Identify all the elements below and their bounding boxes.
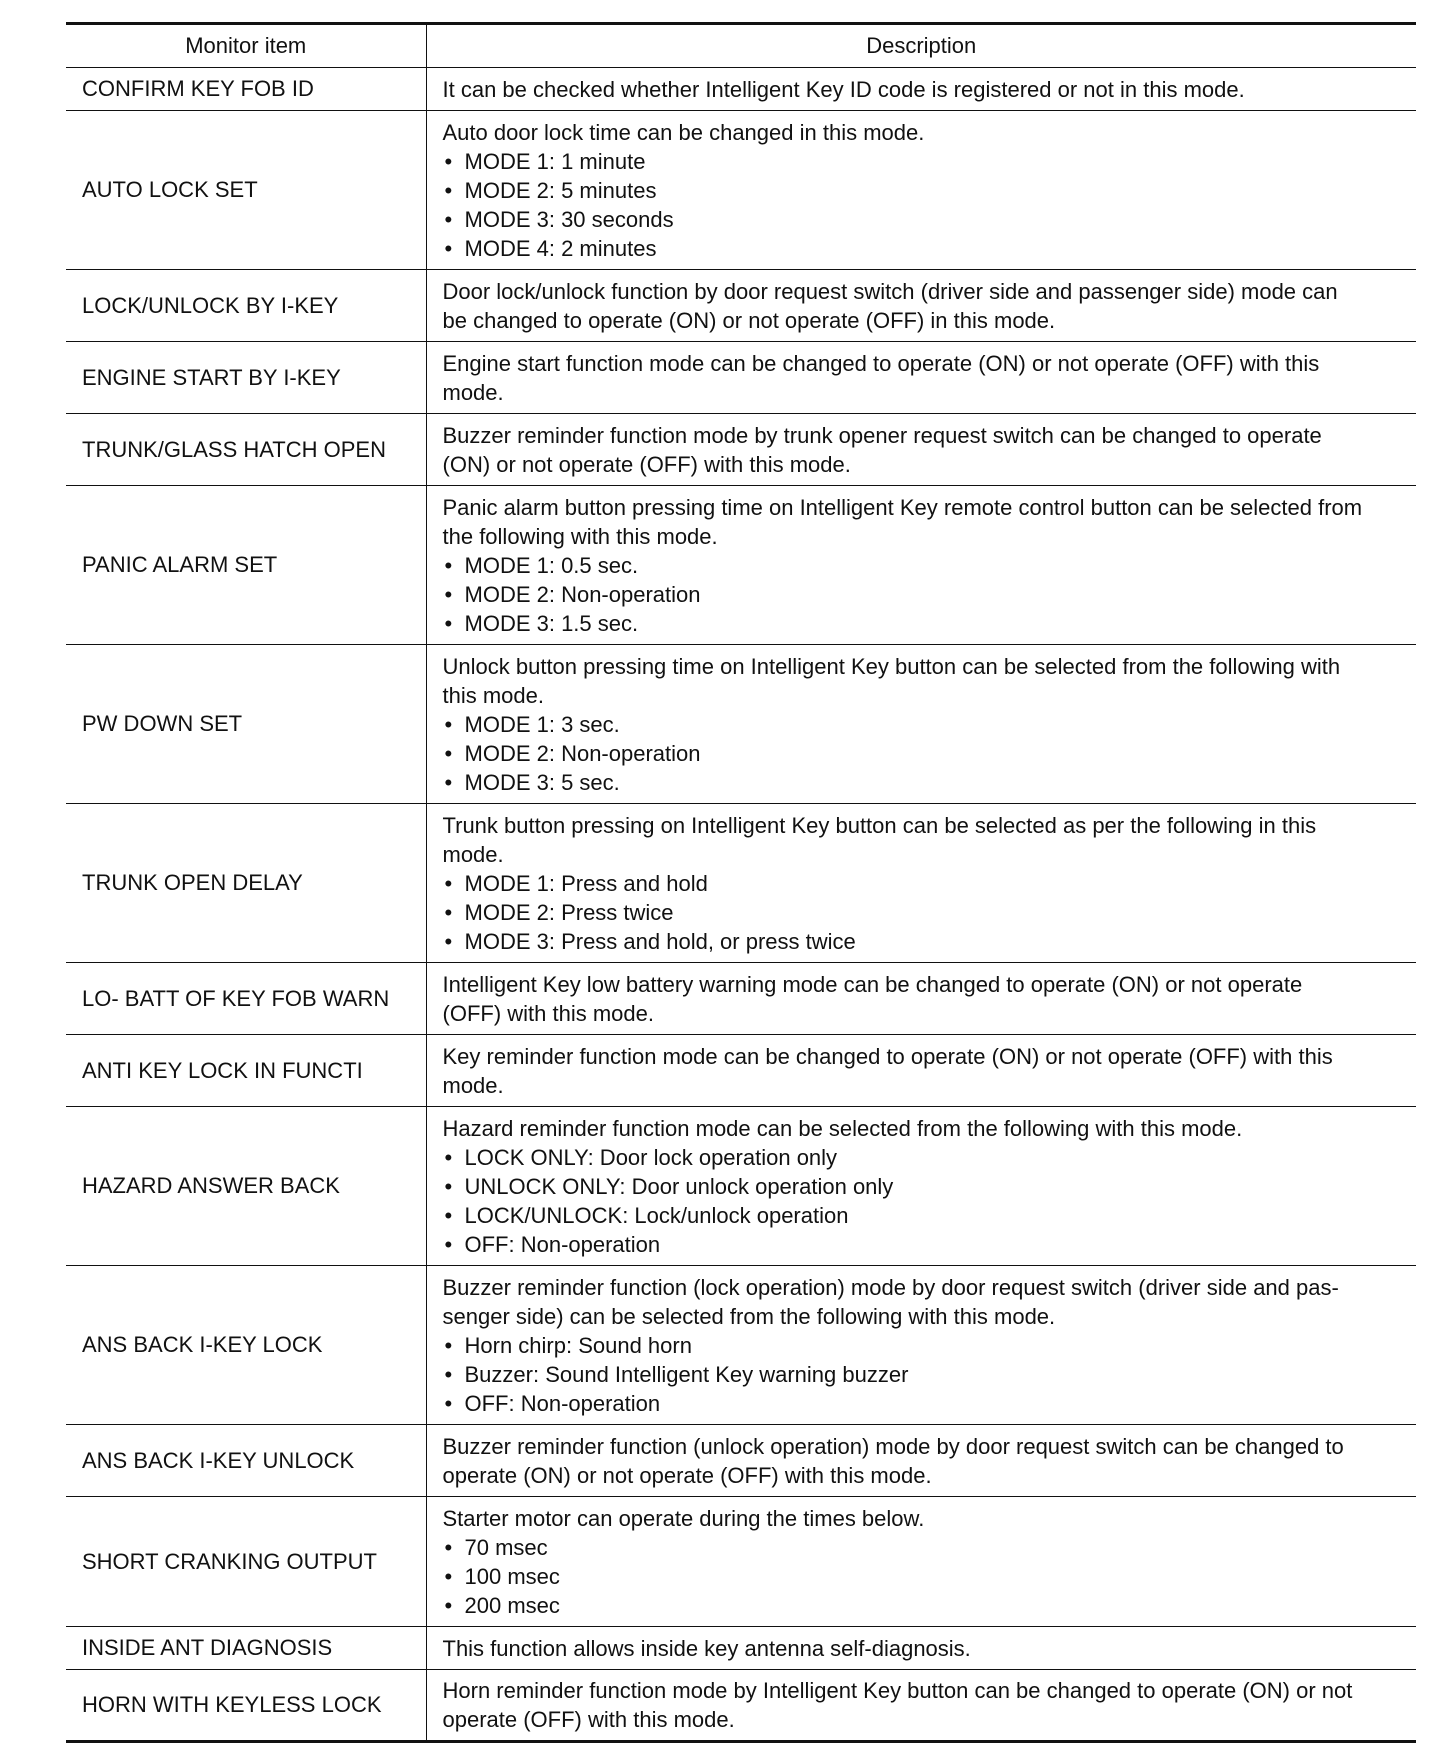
description-cell — [426, 1035, 1416, 1107]
bullet-item: • MODE 2: Non-operation — [443, 739, 1407, 768]
table-body — [66, 68, 1416, 1742]
table-row — [66, 1497, 1416, 1627]
description-cell — [426, 804, 1416, 963]
bullet-item: • 100 msec — [443, 1562, 1407, 1591]
bullet-item: • MODE 4: 2 minutes — [443, 234, 1407, 263]
description-line: operate (ON) or not operate (OFF) with this mode. — [442, 1462, 932, 1488]
table-row — [66, 111, 1416, 270]
bullet-item: • MODE 2: Press twice — [443, 898, 1407, 927]
monitor-item-cell: ANTI KEY LOCK IN FUNCTI — [66, 1035, 426, 1107]
monitor-item-cell: PW DOWN SET — [66, 645, 426, 804]
description-cell — [426, 270, 1416, 342]
header-description: Description — [426, 24, 1416, 68]
description-line: the following with this mode. — [442, 523, 718, 549]
monitor-item-cell: ENGINE START BY I-KEY — [66, 342, 426, 414]
table-header-row — [66, 24, 1416, 68]
monitor-item-cell: LOCK/UNLOCK BY I-KEY — [66, 270, 426, 342]
description-cell — [426, 1266, 1416, 1425]
description-line: Key reminder function mode can be changed to operate (ON) or not operate (OFF) with this — [442, 1043, 1333, 1069]
monitor-item-cell: HAZARD ANSWER BACK — [66, 1107, 426, 1266]
description-line: Horn reminder function mode by Intelligent Key button can be changed to operate (ON) or not — [442, 1678, 1353, 1703]
table-row — [66, 1035, 1416, 1107]
description-cell — [426, 963, 1416, 1035]
monitor-item-table — [66, 22, 1416, 1743]
description-line: Buzzer reminder function mode by trunk opener request switch can be changed to operate — [442, 422, 1322, 448]
description-cell — [426, 486, 1416, 645]
description-cell — [426, 342, 1416, 414]
bullet-item: • MODE 2: 5 minutes — [443, 176, 1407, 205]
description-cell — [426, 1425, 1416, 1497]
table-row — [66, 1627, 1416, 1670]
description-cell — [426, 68, 1416, 111]
bullet-item: • OFF: Non-operation — [443, 1230, 1407, 1259]
description-line: Buzzer reminder function (unlock operation) mode by door request switch can be changed to — [442, 1433, 1344, 1459]
table-row — [66, 1107, 1416, 1266]
bullet-item: • MODE 1: 0.5 sec. — [443, 551, 1407, 580]
description-line: Panic alarm button pressing time on Intelligent Key remote control button can be selected from — [442, 494, 1363, 520]
description-line: mode. — [442, 1072, 504, 1098]
description-line: Buzzer reminder function (lock operation) mode by door request switch (driver side and pas- — [442, 1274, 1339, 1300]
monitor-item-cell: ANS BACK I-KEY UNLOCK — [66, 1425, 426, 1497]
monitor-item-cell: CONFIRM KEY FOB ID — [66, 68, 426, 111]
bullet-item: • MODE 1: Press and hold — [443, 869, 1407, 898]
table-row — [66, 486, 1416, 645]
bullet-item: • 70 msec — [443, 1533, 1407, 1562]
description-cell — [426, 1107, 1416, 1266]
bullet-item: • MODE 3: 1.5 sec. — [443, 609, 1407, 638]
monitor-item-cell: LO- BATT OF KEY FOB WARN — [66, 963, 426, 1035]
description-line: Trunk button pressing on Intelligent Key button can be selected as per the following in this — [442, 812, 1317, 838]
bullet-item: • UNLOCK ONLY: Door unlock operation only — [443, 1172, 1407, 1201]
description-line: This function allows inside key antenna self-diagnosis. — [442, 1635, 971, 1661]
description-line: mode. — [442, 379, 504, 405]
bullet-item: • OFF: Non-operation — [443, 1389, 1407, 1418]
description-line: operate (OFF) with this mode. — [442, 1707, 735, 1732]
monitor-item-cell: AUTO LOCK SET — [66, 111, 426, 270]
bullet-item: • MODE 3: 5 sec. — [443, 768, 1407, 797]
table-row — [66, 1670, 1416, 1742]
bullet-item: • LOCK ONLY: Door lock operation only — [443, 1143, 1407, 1172]
table-row — [66, 804, 1416, 963]
header-monitor-item: Monitor item — [66, 24, 426, 68]
bullet-item: • MODE 1: 3 sec. — [443, 710, 1407, 739]
bullet-item: • MODE 3: Press and hold, or press twice — [443, 927, 1407, 956]
table-row — [66, 963, 1416, 1035]
description-cell — [426, 1627, 1416, 1670]
table-row — [66, 342, 1416, 414]
description-line: this mode. — [442, 682, 544, 708]
description-cell — [426, 414, 1416, 486]
description-cell — [426, 1497, 1416, 1627]
monitor-item-cell: INSIDE ANT DIAGNOSIS — [66, 1627, 426, 1670]
monitor-item-cell: TRUNK OPEN DELAY — [66, 804, 426, 963]
table-row — [66, 270, 1416, 342]
description-line: It can be checked whether Intelligent Key ID code is registered or not in this mode. — [442, 76, 1245, 102]
description-line: Auto door lock time can be changed in this mode. — [442, 119, 925, 145]
bullet-item: • Horn chirp: Sound horn — [443, 1331, 1407, 1360]
monitor-item-cell: HORN WITH KEYLESS LOCK — [66, 1670, 426, 1742]
bullet-item: • MODE 3: 30 seconds — [443, 205, 1407, 234]
description-line: Starter motor can operate during the times below. — [442, 1505, 925, 1531]
description-cell — [426, 111, 1416, 270]
description-line: Engine start function mode can be changed to operate (ON) or not operate (OFF) with this — [442, 350, 1320, 376]
description-line: Hazard reminder function mode can be selected from the following with this mode. — [442, 1115, 1243, 1141]
monitor-item-cell: TRUNK/GLASS HATCH OPEN — [66, 414, 426, 486]
description-line: be changed to operate (ON) or not operate (OFF) in this mode. — [442, 307, 1056, 333]
table-row — [66, 414, 1416, 486]
table-row — [66, 68, 1416, 111]
description-line: (OFF) with this mode. — [442, 1000, 654, 1026]
bullet-item: • Buzzer: Sound Intelligent Key warning buzzer — [443, 1360, 1407, 1389]
description-line: (ON) or not operate (OFF) with this mode. — [442, 451, 851, 477]
bullet-item: • LOCK/UNLOCK: Lock/unlock operation — [443, 1201, 1407, 1230]
table-row — [66, 1266, 1416, 1425]
bullet-item: • MODE 2: Non-operation — [443, 580, 1407, 609]
description-cell — [426, 1670, 1416, 1742]
description-cell — [426, 645, 1416, 804]
description-line: senger side) can be selected from the following with this mode. — [442, 1303, 1056, 1329]
description-line: Door lock/unlock function by door request switch (driver side and passenger side) mode can — [442, 278, 1338, 304]
monitor-item-cell: SHORT CRANKING OUTPUT — [66, 1497, 426, 1627]
table-row — [66, 645, 1416, 804]
description-line: mode. — [442, 841, 504, 867]
description-line: Intelligent Key low battery warning mode can be changed to operate (ON) or not operate — [442, 971, 1303, 997]
monitor-item-cell: ANS BACK I-KEY LOCK — [66, 1266, 426, 1425]
table-row — [66, 1425, 1416, 1497]
monitor-item-cell: PANIC ALARM SET — [66, 486, 426, 645]
bullet-item: • 200 msec — [443, 1591, 1407, 1620]
description-line: Unlock button pressing time on Intelligent Key button can be selected from the following with — [442, 653, 1341, 679]
bullet-item: • MODE 1: 1 minute — [443, 147, 1407, 176]
